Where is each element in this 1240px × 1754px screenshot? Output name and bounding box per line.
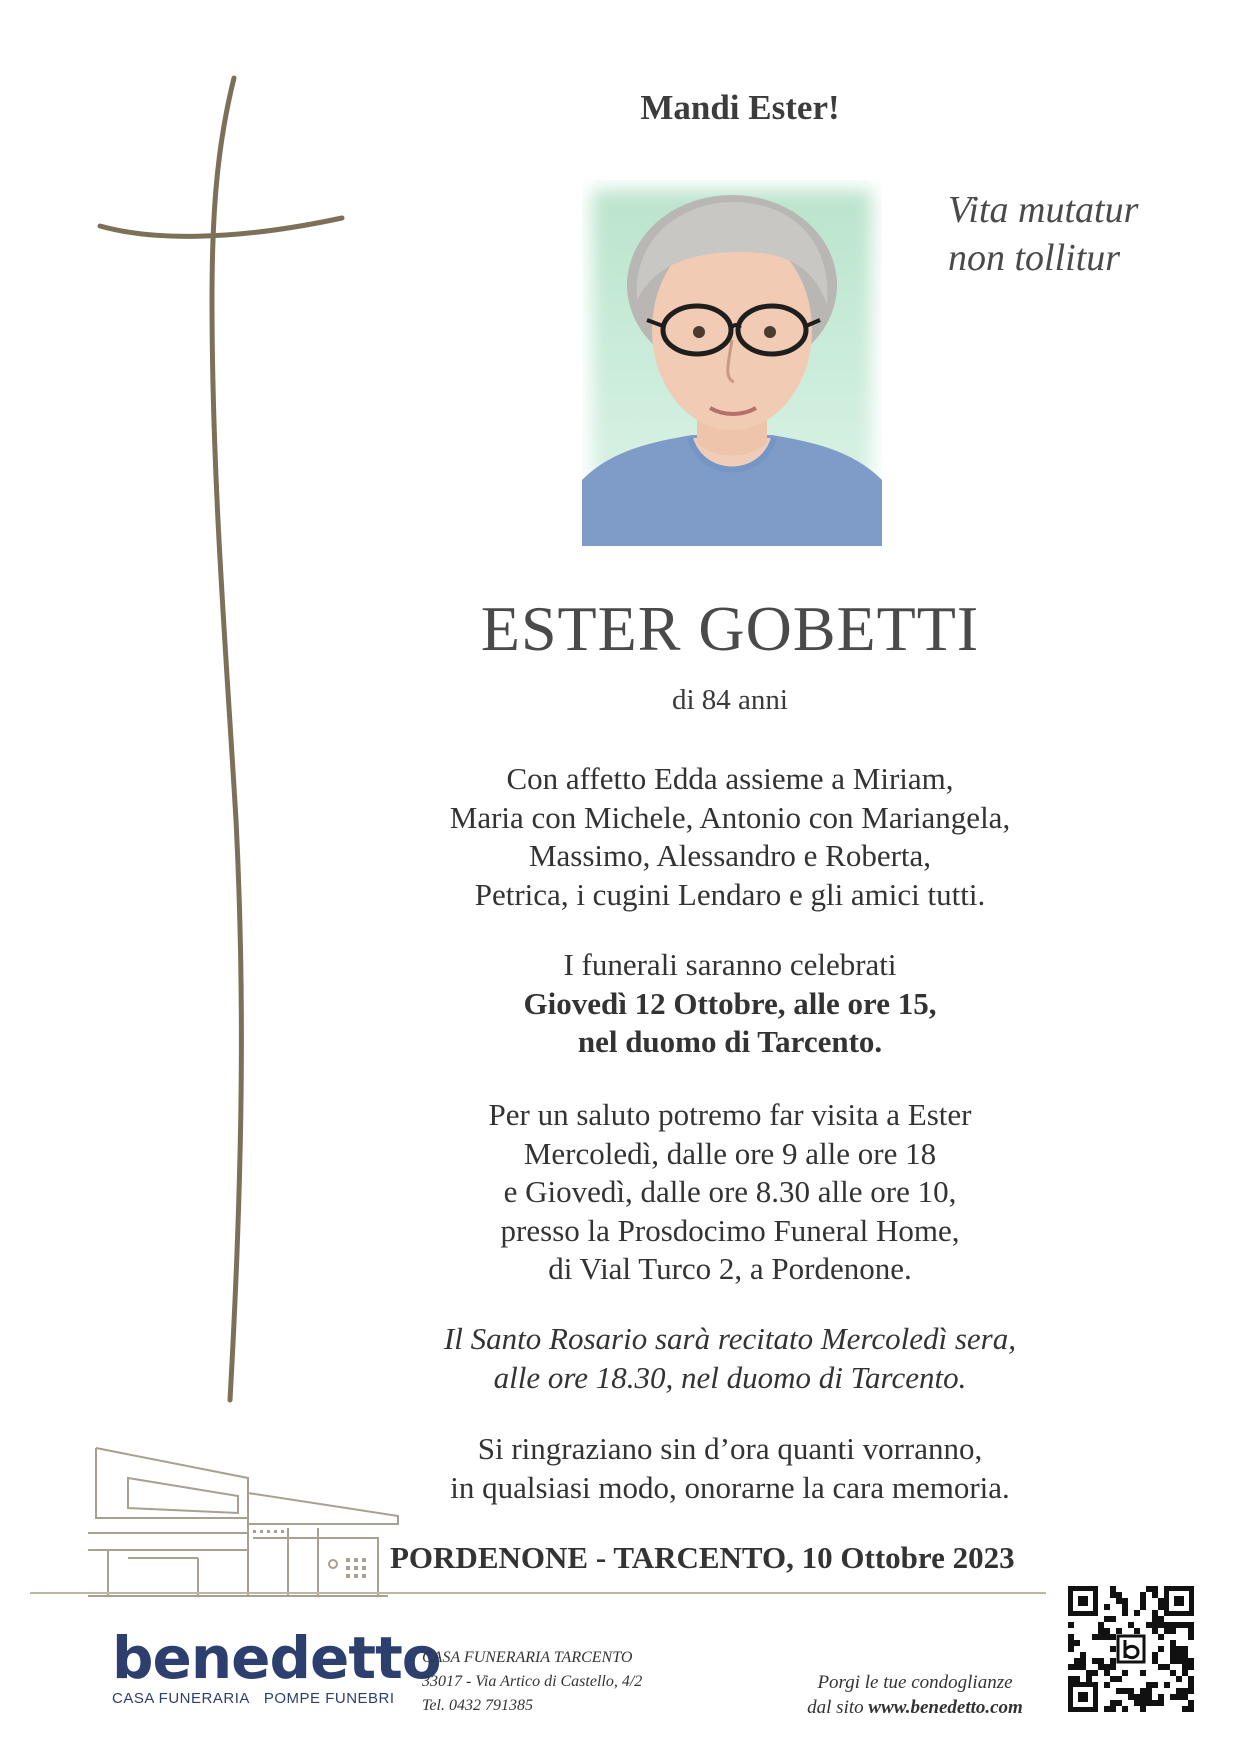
rosary-details [380, 1320, 1080, 1397]
qr-code[interactable] [1068, 1586, 1194, 1712]
text-line: Massimo, Alessandro e Roberta, [528, 838, 932, 873]
benedetto-logo [112, 1624, 441, 1707]
funeral-home-building-icon [88, 1438, 408, 1604]
funeral-details [380, 946, 1080, 1062]
place-date: PORDENONE - TARCENTO, 10 Ottobre 2023 [390, 1540, 1015, 1575]
text-line: Petrica, i cugini Lendaro e gli amici tutti. [474, 876, 986, 912]
home-address: 33017 - Via Artico di Castello, 4/2 [422, 1673, 643, 1690]
text-line: di Vial Turco 2, a Pordenone. [548, 1251, 912, 1286]
logo-tagline-right: POMPE FUNEBRI [263, 1690, 395, 1707]
condolences-note [770, 1670, 1060, 1720]
condolences-prefix: dal sito [807, 1697, 869, 1718]
latin-motto [948, 186, 1138, 282]
greeting-title: Mandi Ester! [640, 88, 840, 127]
family-announcement [380, 760, 1080, 914]
condolences-line: Porgi le tue condoglianze [817, 1672, 1013, 1693]
condolences-line [770, 1695, 1060, 1720]
motto-line: non tollitur [948, 237, 1121, 279]
text-line: Si ringraziano sin d’ora quanti vorranno, [477, 1431, 983, 1466]
text-line: alle ore 18.30, nel duomo di Tarcento. [493, 1359, 967, 1395]
text-line: I funerali saranno celebrati [563, 947, 897, 982]
text-line: in qualsiasi modo, onorarne la cara memoria. [450, 1469, 1010, 1505]
logo-tagline-left: CASA FUNERARIA [112, 1690, 250, 1707]
text-line: presso la Prosdocimo Funeral Home, [500, 1212, 960, 1248]
motto-line: Vita mutatur [948, 189, 1139, 231]
home-phone: Tel. 0432 791385 [422, 1697, 533, 1714]
condolences-site-link[interactable]: www.benedetto.com [868, 1697, 1023, 1718]
thanks-message [380, 1430, 1080, 1507]
visit-details [380, 1096, 1080, 1289]
divider [30, 1592, 1046, 1594]
text-line: Mercoledì, dalle ore 9 alle ore 18 [523, 1135, 937, 1171]
funeral-place: nel duomo di Tarcento. [577, 1024, 883, 1059]
funeral-home-info [422, 1646, 642, 1718]
cross-icon [0, 0, 360, 1420]
deceased-name: ESTER GOBETTI [480, 593, 980, 664]
logo-tagline [112, 1690, 441, 1707]
text-line: e Giovedì, dalle ore 8.30 alle ore 10, [503, 1174, 957, 1209]
text-line: Per un saluto potremo far visita a Ester [488, 1097, 972, 1132]
text-line: Con affetto Edda assieme a Miriam, [506, 761, 954, 796]
text-line: Il Santo Rosario sarà recitato Mercoledì sera, [443, 1321, 1016, 1356]
text-line: Maria con Michele, Antonio con Mariangela, [449, 799, 1011, 835]
funeral-date: Giovedì 12 Ottobre, alle ore 15, [523, 985, 937, 1021]
home-name: CASA FUNERARIA TARCENTO [422, 1649, 633, 1666]
deceased-age: di 84 anni [672, 684, 788, 716]
logo-wordmark: benedetto [112, 1624, 441, 1692]
portrait-photo [582, 180, 882, 546]
